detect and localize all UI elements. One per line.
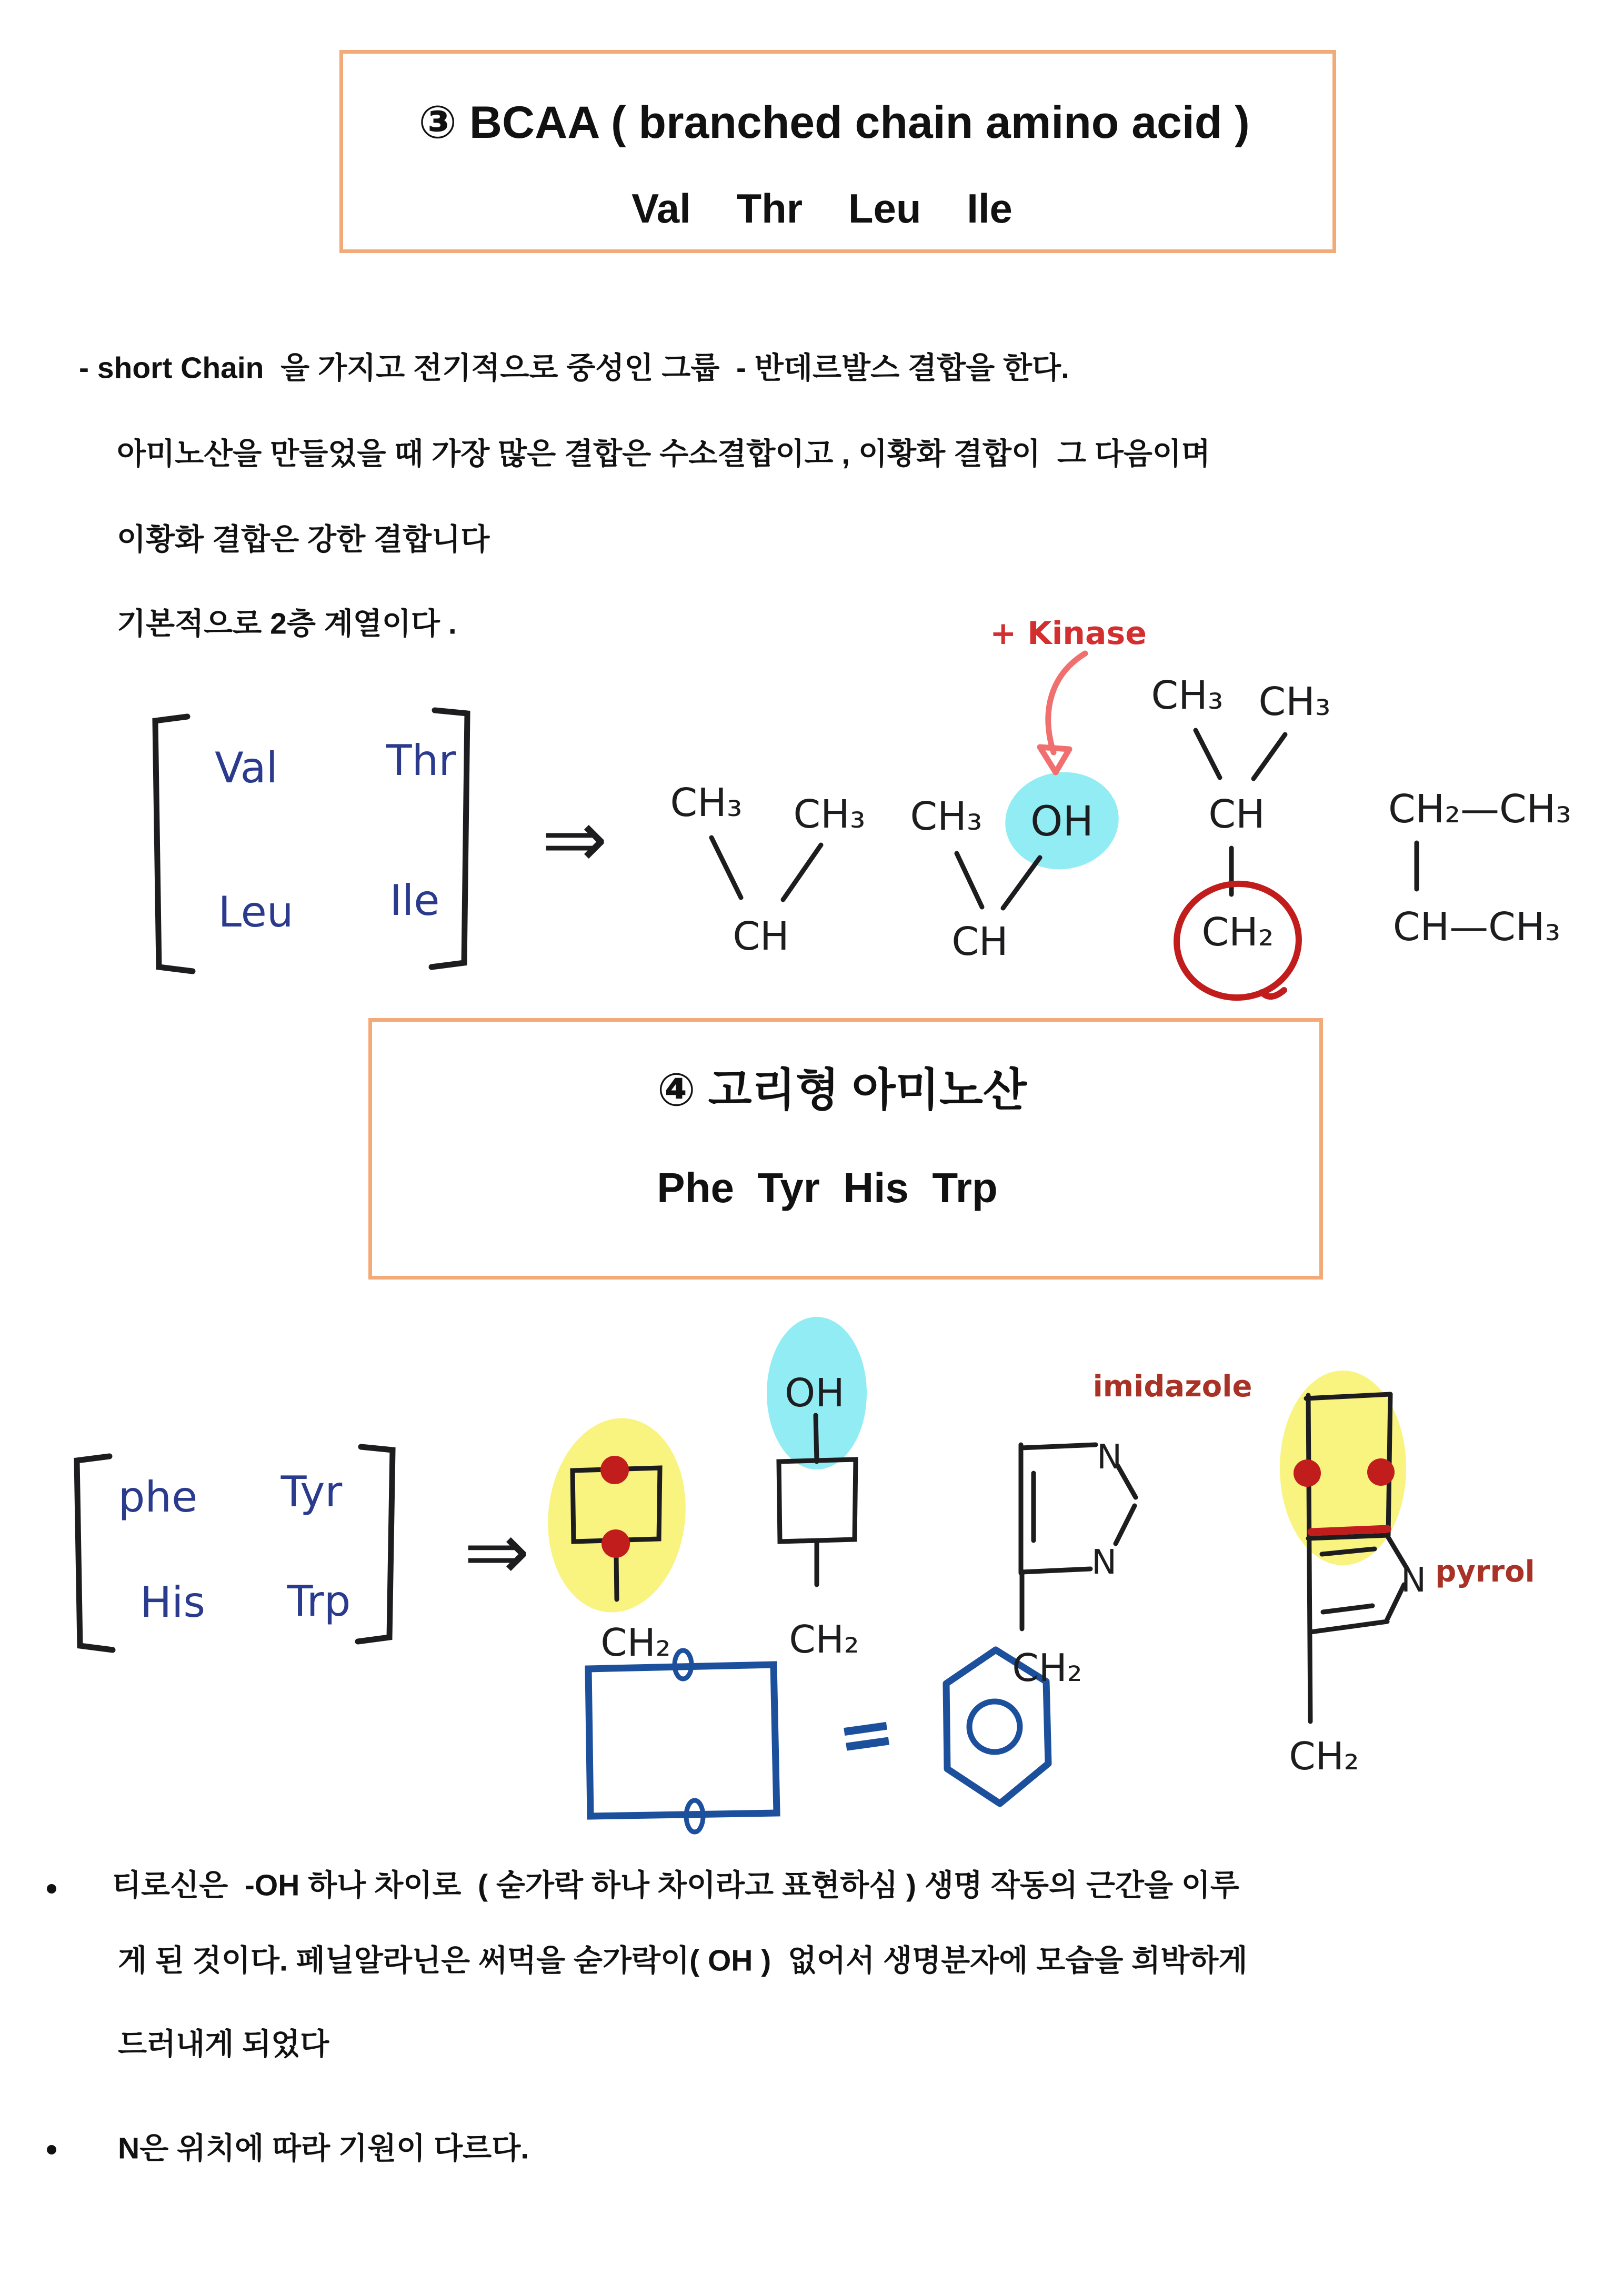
benzene-square-drawing	[588, 1650, 777, 1832]
benzene-equals: =	[832, 1690, 900, 1778]
ile-ch-ch3: CH—CH₃	[1392, 904, 1561, 950]
matrix-cyclic-phe: phe	[118, 1473, 198, 1522]
trp-red-dot-left	[1294, 1459, 1321, 1487]
trp-red-dot-right	[1367, 1458, 1395, 1486]
trp-pyrrol-label: pyrrol	[1435, 1555, 1535, 1589]
bullet1-line3: 드러내게 되었다	[118, 2027, 329, 2061]
double-arrow-bcaa: ⇒	[542, 794, 608, 885]
matrix-bcaa-thr: Thr	[386, 736, 456, 785]
tyr-ch2: CH₂	[789, 1617, 859, 1661]
double-arrow-cyclic: ⇒	[464, 1506, 530, 1598]
trp-n: N	[1401, 1561, 1426, 1600]
kinase-annotation: + Kinase	[990, 615, 1147, 652]
his-n-bottom: N	[1091, 1543, 1117, 1582]
note-line-4: 기본적으로 2층 계열이다 .	[117, 607, 457, 641]
bcaa-box-title: ③ BCAA ( branched chain amino acid )	[418, 97, 1250, 148]
cyclic-box-members: Phe Tyr His Trp	[657, 1164, 998, 1211]
ile-ch2-ch3: CH₂—CH₃	[1388, 787, 1571, 832]
leu-ch: CH	[1208, 792, 1265, 837]
bullet1-line1: 티로신은 -OH 하나 차이로 ( 숟가락 하나 차이라고 표현하심 ) 생명 작동의 근간을 이루	[112, 1868, 1239, 1902]
leu-ch2: CH₂	[1201, 910, 1274, 955]
val-ch: CH	[733, 914, 789, 959]
trp-ch2: CH₂	[1289, 1734, 1359, 1778]
leu-ch3-left: CH₃	[1151, 673, 1224, 718]
bullet2-text: N은 위치에 따라 기원이 다르다.	[118, 2131, 529, 2166]
note-line-3: 이황화 결합은 강한 결합니다	[117, 522, 490, 557]
his-ch2: CH₂	[1012, 1646, 1082, 1690]
thr-oh: OH	[1030, 798, 1094, 845]
thr-ch: CH	[951, 919, 1008, 964]
thr-ch3: CH₃	[910, 794, 983, 839]
trp-red-line	[1311, 1529, 1387, 1532]
val-ch3-right: CH₃	[793, 792, 866, 837]
matrix-cyclic-tyr: Tyr	[280, 1467, 343, 1516]
his-imidazole-label: imidazole	[1092, 1369, 1252, 1404]
tyr-oh: OH	[785, 1371, 845, 1416]
bullet-dot-2	[47, 2145, 56, 2154]
leu-ch3-right: CH₃	[1258, 679, 1331, 724]
bullet-dot-1	[47, 1884, 56, 1894]
kinase-arrow	[1040, 653, 1085, 772]
matrix-bcaa-ile: Ile	[389, 876, 440, 925]
bcaa-box-members: Val Thr Leu Ile	[631, 185, 1013, 231]
bullet1-line2: 게 된 것이다. 페닐알라닌은 써먹을 숟가락이( OH ) 없어서 생명분자에 모습을 희박하게	[118, 1943, 1248, 1978]
phe-red-dot-bottom	[602, 1529, 630, 1558]
matrix-bcaa-val: Val	[215, 743, 278, 792]
note-line-1: - short Chain 을 가지고 전기적으로 중성인 그룹 - 반데르발스 결합을 한다.	[79, 351, 1069, 385]
trp-ring	[1306, 1394, 1407, 1721]
val-bonds	[711, 838, 821, 900]
cyclic-box-title: ④ 고리형 아미노산	[657, 1065, 1027, 1115]
note-line-2: 아미노산을 만들었을 때 가장 많은 결합은 수소결합이고 , 이황화 결합이 그 다음이며	[117, 437, 1210, 471]
tyr-ring	[779, 1415, 856, 1585]
his-n-top: N	[1097, 1438, 1122, 1477]
val-ch3-left: CH₃	[670, 780, 743, 825]
thr-bonds	[957, 853, 1040, 908]
phe-red-dot-top	[600, 1456, 629, 1484]
phe-ch2: CH₂	[600, 1620, 671, 1665]
matrix-bcaa-leu: Leu	[218, 888, 294, 936]
matrix-cyclic-trp: Trp	[287, 1577, 351, 1626]
matrix-cyclic-his: His	[139, 1578, 206, 1627]
